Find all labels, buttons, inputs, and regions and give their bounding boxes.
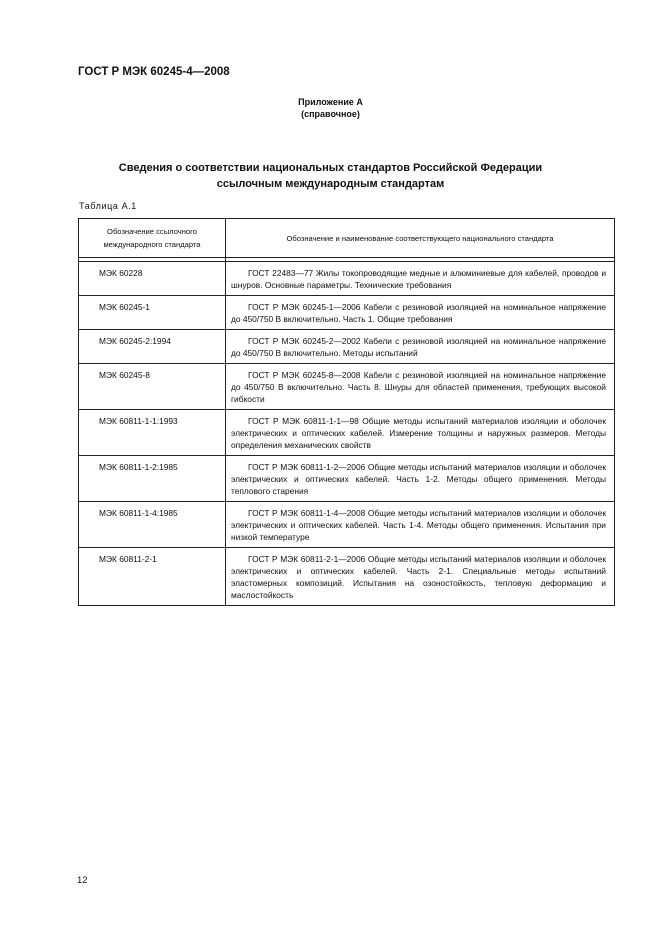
reference-standard: МЭК 60811-1-4:1985: [79, 502, 226, 548]
table-row: [79, 364, 615, 410]
national-standard: ГОСТ Р МЭК 60811-2-1—2006 Общие методы испытаний материалов изоляции и оболочек электрических и оптических кабелей. Часть 2-1. Специальные методы испытаний эластомерных композиций. Испытания на озоностойкость, тепловую деформацию и маслостойкость: [226, 548, 615, 606]
section-title-line-2: ссылочным международным стандартам: [216, 178, 445, 190]
section-title: [0, 160, 661, 192]
column-header-national: Обозначение и наименование соответствующего национального стандарта: [226, 219, 615, 258]
reference-standard: МЭК 60245-1: [79, 296, 226, 330]
reference-standard: МЭК 60245-8: [79, 364, 226, 410]
table-row: [79, 548, 615, 606]
appendix-heading: [0, 96, 661, 120]
table-row: [79, 330, 615, 364]
table-row: [79, 456, 615, 502]
reference-standard: МЭК 60811-1-1:1993: [79, 410, 226, 456]
national-standard: ГОСТ Р МЭК 60245-1—2006 Кабели с резиновой изоляцией на номинальное напряжение до 450/750 В включительно. Часть 1. Общие требования: [226, 296, 615, 330]
national-standard: ГОСТ Р МЭК 60245-8—2008 Кабели с резиновой изоляцией на номинальное напряжение до 450/750 В включительно. Часть 8. Шнуры для областей применения, требующих высокой гибкости: [226, 364, 615, 410]
standards-table: [78, 218, 615, 606]
page-number: 12: [77, 875, 88, 886]
appendix-type: (справочное): [301, 109, 360, 119]
reference-standard: МЭК 60228: [79, 262, 226, 296]
table-header-row: [79, 219, 615, 258]
appendix-label: Приложение А: [298, 97, 363, 107]
national-standard: ГОСТ Р МЭК 60245-2—2002 Кабели с резиновой изоляцией на номинальное напряжение до 450/750 В включительно. Методы испытаний: [226, 330, 615, 364]
table-row: [79, 296, 615, 330]
table-caption: Таблица А.1: [79, 201, 137, 211]
national-standard: ГОСТ Р МЭК 60811-1-2—2006 Общие методы испытаний материалов изоляции и оболочек электрических и оптических кабелей. Часть 1-2. Методы общего применения. Методы теплового старения: [226, 456, 615, 502]
section-title-line-1: Сведения о соответствии национальных стандартов Российской Федерации: [118, 162, 543, 174]
reference-standard: МЭК 60811-2-1: [79, 548, 226, 606]
national-standard: ГОСТ Р МЭК 60811-1-4—2008 Общие методы испытаний материалов изоляции и оболочек электрических и оптических кабелей. Часть 1-4. Методы общего применения. Испытания при низкой температуре: [226, 502, 615, 548]
column-header-reference: Обозначение ссылочного международного стандарта: [79, 219, 226, 258]
national-standard: ГОСТ 22483—77 Жилы токопроводящие медные и алюминиевые для кабелей, проводов и шнуров. Основные параметры. Технические требования: [226, 262, 615, 296]
reference-standard: МЭК 60811-1-2:1985: [79, 456, 226, 502]
table-row: [79, 262, 615, 296]
table-row: [79, 410, 615, 456]
national-standard: ГОСТ Р МЭК 60811-1-1—98 Общие методы испытаний материалов изоляции и оболочек электрических и оптических кабелей. Измерение толщины и наружных размеров. Методы определения механических свойств: [226, 410, 615, 456]
table-row: [79, 502, 615, 548]
reference-standard: МЭК 60245-2:1994: [79, 330, 226, 364]
document-code: ГОСТ Р МЭК 60245-4—2008: [78, 66, 230, 78]
